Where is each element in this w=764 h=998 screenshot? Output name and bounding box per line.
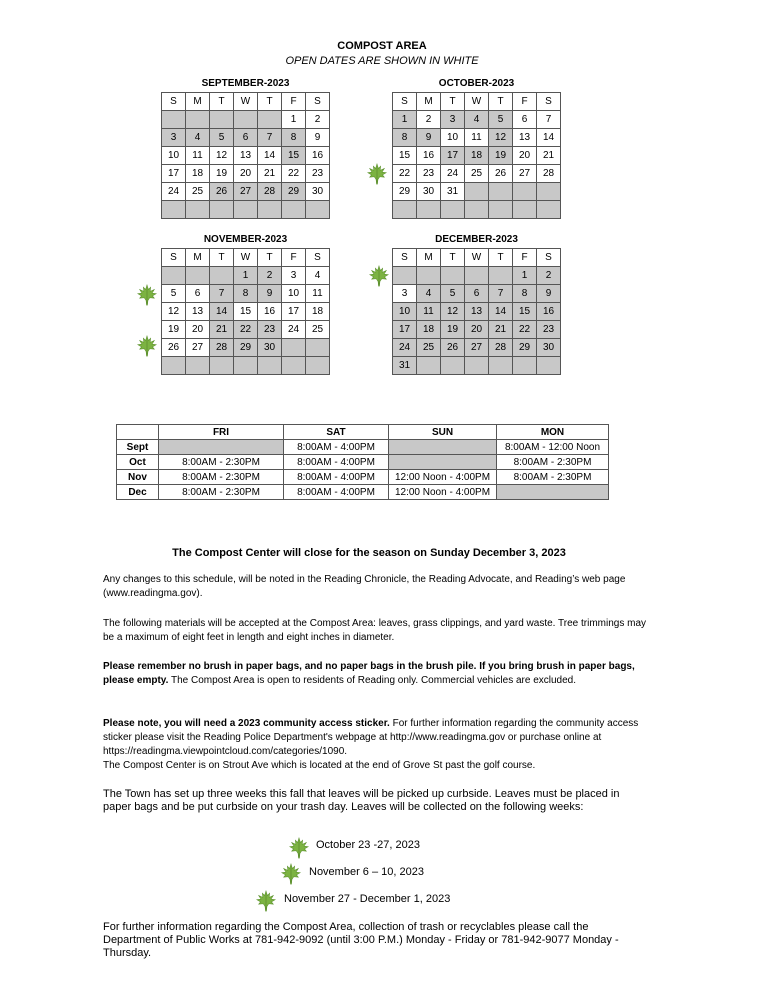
calendar-day: 6: [513, 111, 537, 129]
calendar-day: 16: [258, 303, 282, 321]
calendar-day: 15: [393, 147, 417, 165]
calendar-day: 29: [513, 339, 537, 357]
calendar-day: [513, 357, 537, 375]
maple-leaf-icon: [368, 265, 390, 287]
calendar-day: 12: [210, 147, 234, 165]
hours-row-label: Nov: [117, 470, 159, 485]
calendar-day: 30: [306, 183, 330, 201]
calendar-day: [210, 267, 234, 285]
paragraph-text: The Town has set up three weeks this fall that leaves will be picked up curbside. Leaves must be placed in paper bags and be put curbside on your trash day. Leaves will be collected on the following weeks:: [103, 788, 620, 813]
calendar-day: 17: [162, 165, 186, 183]
weekday-header: F: [282, 93, 306, 111]
calendar-day: 20: [465, 321, 489, 339]
calendar-day: 21: [258, 165, 282, 183]
calendar-day: 24: [282, 321, 306, 339]
calendar-day: 2: [417, 111, 441, 129]
calendar-day: 28: [210, 339, 234, 357]
calendar-day: [186, 111, 210, 129]
maple-leaf-icon: [288, 837, 310, 859]
calendar-day: 27: [186, 339, 210, 357]
weekday-header: M: [417, 93, 441, 111]
calendar-day: 9: [537, 285, 561, 303]
calendar-day: [537, 357, 561, 375]
weekday-header: S: [162, 93, 186, 111]
calendar-day: 4: [186, 129, 210, 147]
calendar-day: [306, 201, 330, 219]
paragraph-text: For further information regarding the Compost Area, collection of trash or recyclables please call the Department of Public Works at 781-942-9092 (until 3:00 P.M.) Monday - Friday or 781-942-9077 Monday - Thursday.: [103, 921, 619, 959]
maple-leaf-icon: [366, 163, 388, 185]
calendar-day: [465, 357, 489, 375]
calendar-day: [258, 201, 282, 219]
calendar-day: 10: [162, 147, 186, 165]
weekday-header: F: [513, 93, 537, 111]
calendar-day: [282, 339, 306, 357]
calendar-september: [161, 78, 330, 219]
hours-row-label: Sept: [117, 440, 159, 455]
calendar-day: 29: [393, 183, 417, 201]
calendar-day: 1: [513, 267, 537, 285]
calendar-day: 30: [417, 183, 441, 201]
calendar-day: 13: [186, 303, 210, 321]
calendar-day: [162, 267, 186, 285]
calendar-day: 19: [162, 321, 186, 339]
calendar-day: 30: [537, 339, 561, 357]
hours-row-label: Oct: [117, 455, 159, 470]
calendar-day: [489, 357, 513, 375]
calendar-day: 22: [513, 321, 537, 339]
location-text: The Compost Center is on Strout Ave which is located at the end of Grove St past the golf course.: [103, 760, 536, 771]
calendar-day: [162, 201, 186, 219]
weekday-header: S: [393, 249, 417, 267]
calendar-day: 23: [417, 165, 441, 183]
page-subtitle: OPEN DATES ARE SHOWN IN WHITE: [285, 55, 479, 67]
hours-cell: 8:00AM - 12:00 Noon: [497, 440, 609, 455]
calendar-day: 6: [186, 285, 210, 303]
calendar-day: 12: [441, 303, 465, 321]
calendar-day: 7: [537, 111, 561, 129]
calendar-day: 14: [210, 303, 234, 321]
hours-cell: 8:00AM - 2:30PM: [497, 455, 609, 470]
hours-cell: 12:00 Noon - 4:00PM: [389, 485, 497, 500]
calendar-day: [234, 201, 258, 219]
hours-header-blank: [117, 425, 159, 440]
paragraph-bold-text: Please note, you will need a 2023 community access sticker.: [103, 718, 390, 729]
calendar-day: 14: [489, 303, 513, 321]
calendar-day: [513, 183, 537, 201]
weekday-header: S: [393, 93, 417, 111]
calendar-day: [537, 183, 561, 201]
calendar-day: 23: [258, 321, 282, 339]
weekday-header: S: [306, 93, 330, 111]
calendar-day: 8: [393, 129, 417, 147]
calendar-day: 16: [537, 303, 561, 321]
calendar-day: 5: [441, 285, 465, 303]
calendar-day: 4: [306, 267, 330, 285]
paragraph-text: The following materials will be accepted at the Compost Area: leaves, grass clippings, and yard waste. Tree trimmings may be a maximum of eight feet in length and eight inches in diameter.: [103, 618, 647, 643]
calendar-day: 17: [282, 303, 306, 321]
calendar-day: [306, 357, 330, 375]
weekday-header: S: [162, 249, 186, 267]
calendar-day: 20: [234, 165, 258, 183]
calendar-day: 28: [258, 183, 282, 201]
calendar-day: 9: [258, 285, 282, 303]
maple-leaf-icon: [280, 863, 302, 885]
calendar-day: [210, 201, 234, 219]
weekday-header: T: [210, 249, 234, 267]
calendar-day: [258, 111, 282, 129]
calendar-day: 5: [162, 285, 186, 303]
hours-cell: [389, 440, 497, 455]
calendar-day: 28: [489, 339, 513, 357]
weekday-header: F: [282, 249, 306, 267]
calendar-day: 25: [417, 339, 441, 357]
calendar-day: 19: [210, 165, 234, 183]
calendar-november: [161, 234, 330, 375]
hours-row-label: Dec: [117, 485, 159, 500]
hours-cell: [159, 440, 284, 455]
calendar-day: 2: [306, 111, 330, 129]
calendar-october: [392, 78, 561, 219]
calendar-day: 21: [489, 321, 513, 339]
calendar-day: 7: [258, 129, 282, 147]
calendar-day: [393, 267, 417, 285]
curbside-paragraph: [103, 788, 643, 814]
paragraph-text: For further information regarding the community access sticker please visit the Reading Police Department's webpage at http://www.readingma.gov or purchase online at https://readingma.viewpointcloud.com/categories/1090.: [103, 718, 639, 757]
calendar-day: 11: [186, 147, 210, 165]
calendar-day: 7: [489, 285, 513, 303]
hours-cell: 8:00AM - 4:00PM: [284, 455, 389, 470]
calendar-day: 24: [393, 339, 417, 357]
weekday-header: T: [210, 93, 234, 111]
calendar-day: 11: [306, 285, 330, 303]
calendar-day: 13: [465, 303, 489, 321]
calendar-day: 28: [537, 165, 561, 183]
calendar-day: 18: [306, 303, 330, 321]
calendar-day: 13: [234, 147, 258, 165]
weekday-header: F: [513, 249, 537, 267]
calendar-day: [162, 111, 186, 129]
calendar-day: 15: [234, 303, 258, 321]
calendar-day: 31: [441, 183, 465, 201]
weekday-header: W: [465, 249, 489, 267]
calendar-day: 7: [210, 285, 234, 303]
calendar-day: 19: [489, 147, 513, 165]
weekday-header: T: [489, 93, 513, 111]
calendar-day: 12: [489, 129, 513, 147]
calendar-day: [441, 201, 465, 219]
calendar-day: 17: [393, 321, 417, 339]
weekday-header: S: [537, 93, 561, 111]
weekday-header: S: [306, 249, 330, 267]
calendar-day: 5: [489, 111, 513, 129]
hours-header-mon: MON: [497, 425, 609, 440]
calendar-day: 2: [537, 267, 561, 285]
calendar-day: 21: [537, 147, 561, 165]
hours-cell: 8:00AM - 2:30PM: [159, 485, 284, 500]
calendar-day: [186, 267, 210, 285]
calendar-day: 20: [186, 321, 210, 339]
calendar-day: [513, 201, 537, 219]
hours-cell: [497, 485, 609, 500]
calendar-day: 8: [282, 129, 306, 147]
leaf-week-2: November 6 – 10, 2023: [309, 866, 424, 878]
calendar-day: 15: [513, 303, 537, 321]
calendar-day: 19: [441, 321, 465, 339]
calendar-day: 15: [282, 147, 306, 165]
hours-cell: [389, 455, 497, 470]
calendar-day: [282, 357, 306, 375]
hours-table: [116, 424, 609, 500]
calendar-day: 9: [417, 129, 441, 147]
calendar-day: 31: [393, 357, 417, 375]
weekday-header: T: [258, 249, 282, 267]
calendar-day: 5: [210, 129, 234, 147]
calendar-day: 10: [393, 303, 417, 321]
weekday-header: T: [441, 249, 465, 267]
page-title: COMPOST AREA: [337, 40, 427, 52]
maple-leaf-icon: [255, 890, 277, 912]
calendar-day: 3: [441, 111, 465, 129]
calendar-day: 29: [234, 339, 258, 357]
calendar-day: 17: [441, 147, 465, 165]
calendar-day: 20: [513, 147, 537, 165]
calendar-day: 8: [234, 285, 258, 303]
calendar-title: NOVEMBER-2023: [203, 234, 288, 245]
hours-cell: 8:00AM - 4:00PM: [284, 485, 389, 500]
calendar-day: 30: [258, 339, 282, 357]
paragraph-bold-text: Please remember no brush in paper bags, and no paper bags in the brush pile. If you bring brush in paper bags, please empty.: [103, 661, 635, 686]
hours-cell: 8:00AM - 4:00PM: [284, 470, 389, 485]
calendar-day: [537, 201, 561, 219]
calendar-day: 25: [306, 321, 330, 339]
calendar-day: [417, 201, 441, 219]
hours-cell: 8:00AM - 2:30PM: [159, 470, 284, 485]
hours-header-fri: FRI: [159, 425, 284, 440]
calendar-day: 12: [162, 303, 186, 321]
weekday-header: W: [234, 93, 258, 111]
calendar-day: 24: [441, 165, 465, 183]
hours-cell: 8:00AM - 4:00PM: [284, 440, 389, 455]
calendar-day: 26: [162, 339, 186, 357]
maple-leaf-icon: [136, 335, 158, 357]
weekday-header: T: [489, 249, 513, 267]
calendar-day: [234, 357, 258, 375]
contact-paragraph: [103, 921, 643, 960]
calendar-day: 3: [393, 285, 417, 303]
calendar-day: 6: [465, 285, 489, 303]
calendar-day: [489, 183, 513, 201]
calendar-day: 13: [513, 129, 537, 147]
calendar-day: 23: [537, 321, 561, 339]
calendar-day: 6: [234, 129, 258, 147]
weekday-header: M: [417, 249, 441, 267]
calendar-title: OCTOBER-2023: [438, 78, 515, 89]
calendar-day: 11: [465, 129, 489, 147]
calendar-day: [441, 267, 465, 285]
weekday-header: T: [258, 93, 282, 111]
calendar-day: 21: [210, 321, 234, 339]
calendar-day: 11: [417, 303, 441, 321]
hours-cell: 12:00 Noon - 4:00PM: [389, 470, 497, 485]
calendar-day: 18: [465, 147, 489, 165]
calendar-day: [186, 201, 210, 219]
weekday-header: W: [465, 93, 489, 111]
calendar-day: 22: [282, 165, 306, 183]
calendar-day: 2: [258, 267, 282, 285]
calendar-day: 1: [234, 267, 258, 285]
hours-cell: 8:00AM - 2:30PM: [159, 455, 284, 470]
calendar-day: 18: [417, 321, 441, 339]
calendar-day: 9: [306, 129, 330, 147]
calendar-day: 3: [162, 129, 186, 147]
calendar-day: 16: [417, 147, 441, 165]
calendar-day: 3: [282, 267, 306, 285]
hours-cell: 8:00AM - 2:30PM: [497, 470, 609, 485]
calendar-day: [210, 357, 234, 375]
calendar-day: [210, 111, 234, 129]
calendar-day: 1: [393, 111, 417, 129]
calendar-day: [393, 201, 417, 219]
calendar-day: [234, 111, 258, 129]
calendar-day: 14: [258, 147, 282, 165]
calendar-day: 25: [465, 165, 489, 183]
calendar-day: [186, 357, 210, 375]
calendar-day: [489, 267, 513, 285]
weekday-header: T: [441, 93, 465, 111]
hours-header-sun: SUN: [389, 425, 497, 440]
calendar-day: 10: [441, 129, 465, 147]
materials-paragraph: [103, 617, 648, 645]
calendar-day: 14: [537, 129, 561, 147]
calendar-day: [465, 183, 489, 201]
calendar-day: [465, 267, 489, 285]
schedule-changes-paragraph: [103, 573, 648, 601]
calendar-title: DECEMBER-2023: [435, 234, 518, 245]
weekday-header: M: [186, 93, 210, 111]
calendar-day: [441, 357, 465, 375]
calendar-day: 27: [513, 165, 537, 183]
calendar-day: [282, 201, 306, 219]
hours-header-sat: SAT: [284, 425, 389, 440]
brush-paragraph: [103, 660, 648, 688]
calendar-day: 8: [513, 285, 537, 303]
calendar-day: [465, 201, 489, 219]
calendar-day: 27: [465, 339, 489, 357]
calendar-day: 24: [162, 183, 186, 201]
calendar-december: [392, 234, 561, 375]
weekday-header: S: [537, 249, 561, 267]
calendar-day: 10: [282, 285, 306, 303]
leaf-week-1: October 23 -27, 2023: [316, 839, 420, 851]
closing-notice: The Compost Center will close for the season on Sunday December 3, 2023: [172, 547, 566, 559]
maple-leaf-icon: [136, 284, 158, 306]
calendar-day: 23: [306, 165, 330, 183]
calendar-day: 1: [282, 111, 306, 129]
calendar-day: [417, 357, 441, 375]
calendar-day: 26: [210, 183, 234, 201]
calendar-day: [162, 357, 186, 375]
calendar-day: 25: [186, 183, 210, 201]
calendar-day: [306, 339, 330, 357]
calendar-day: [258, 357, 282, 375]
paragraph-text: Any changes to this schedule, will be noted in the Reading Chronicle, the Reading Advocate, and Reading’s web page (www.readingma.gov).: [103, 574, 626, 599]
calendar-day: 18: [186, 165, 210, 183]
weekday-header: M: [186, 249, 210, 267]
calendar-day: [489, 201, 513, 219]
weekday-header: W: [234, 249, 258, 267]
paragraph-text: The Compost Area is open to residents of Reading only. Commercial vehicles are excluded.: [168, 675, 577, 686]
calendar-day: 29: [282, 183, 306, 201]
calendar-day: 26: [489, 165, 513, 183]
calendar-day: 16: [306, 147, 330, 165]
calendar-day: [417, 267, 441, 285]
calendar-title: SEPTEMBER-2023: [201, 78, 290, 89]
leaf-week-3: November 27 - December 1, 2023: [284, 893, 451, 905]
calendar-day: 4: [417, 285, 441, 303]
calendar-day: 27: [234, 183, 258, 201]
calendar-day: 22: [393, 165, 417, 183]
calendar-day: 4: [465, 111, 489, 129]
calendar-day: 26: [441, 339, 465, 357]
calendar-day: 22: [234, 321, 258, 339]
sticker-paragraph: [103, 717, 648, 773]
